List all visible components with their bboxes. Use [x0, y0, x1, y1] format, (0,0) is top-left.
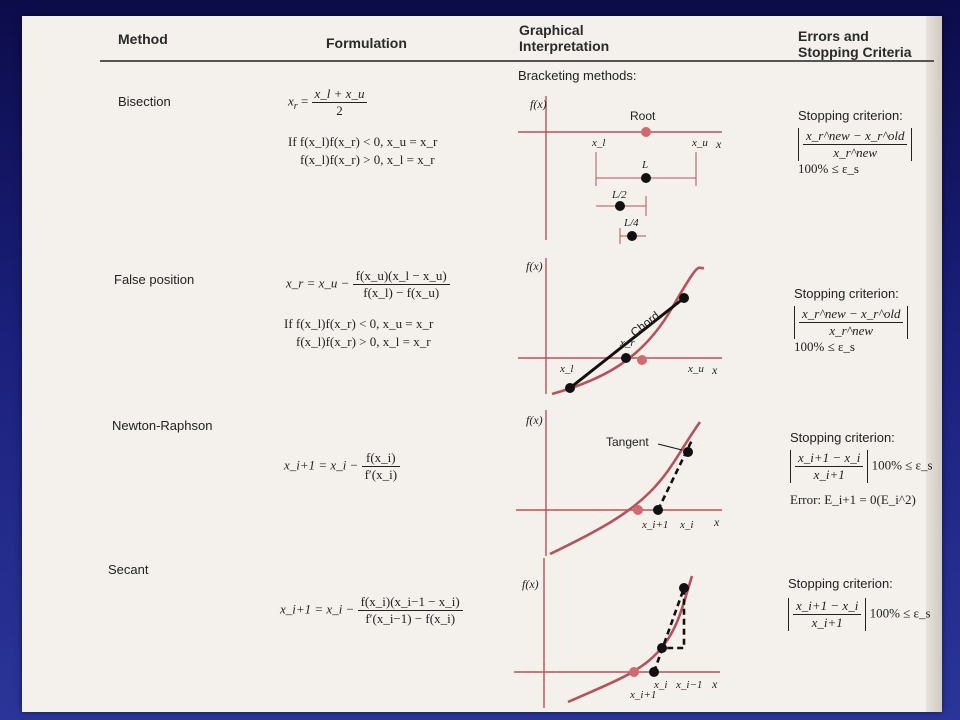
- bisection-ylabel: f(x): [530, 97, 547, 111]
- header-method: Method: [118, 31, 168, 47]
- formula-bisection-den: 2: [336, 103, 343, 118]
- fp-xl: x_l: [560, 363, 574, 375]
- formula-bisection: $x_r$ = $\frac{x\_l + x\_u}{2}$: [288, 86, 367, 119]
- fp-criterion: [794, 306, 942, 355]
- bisection-root-label: Root: [630, 109, 656, 123]
- secant-xi: x_i: [654, 679, 668, 691]
- newton-raphson-graph: [510, 400, 730, 560]
- formula-secant: [280, 594, 463, 627]
- nr-crit-tail: 100% ≤ ε_s: [871, 457, 933, 473]
- secant-xi-dot: [657, 643, 667, 653]
- fp-curve: [552, 268, 704, 394]
- secant-xim1-dot: [679, 583, 689, 593]
- fp-crit-den: x_r^new: [829, 323, 874, 338]
- nr-xi-dot: [683, 447, 693, 457]
- header-errors-line1: Errors and: [798, 28, 869, 44]
- nr-xlabel: x: [714, 515, 720, 529]
- secant-xi1: x_i+1: [630, 689, 657, 701]
- bisection-crit-den: x_r^new: [833, 145, 878, 160]
- nr-xi1-dot: [653, 505, 663, 515]
- header-errors: [798, 28, 912, 60]
- nr-criterion: [790, 450, 933, 483]
- nr-tangent-label: Tangent: [606, 435, 649, 449]
- false-position-graph: [512, 248, 732, 398]
- fp-cond1: If f(x_l)f(x_r) < 0, x_u = x_r: [284, 316, 434, 331]
- header-errors-line2: Stopping Criteria: [798, 44, 912, 60]
- method-newton-raphson: Newton-Raphson: [112, 418, 213, 433]
- bisection-L2: L/2: [612, 189, 627, 201]
- nr-root-dot: [633, 505, 643, 515]
- fp-crit-num: x_r^new − x_r^old: [799, 306, 903, 323]
- fp-xu-dot: [679, 293, 689, 303]
- fp-cond2: f(x_l)f(x_r) > 0, x_l = x_r: [296, 334, 431, 349]
- formula-newton-raphson: [284, 450, 400, 483]
- secant-xlabel: x: [712, 677, 718, 691]
- bisection-cond2: f(x_l)f(x_r) > 0, x_l = x_r: [300, 152, 435, 167]
- nr-criterion-title: Stopping criterion:: [790, 430, 895, 445]
- bisection-crit-tail: 100% ≤ ε_s: [798, 161, 859, 176]
- header-graphical: [519, 22, 609, 54]
- bisection-L4: L/4: [624, 217, 639, 229]
- method-secant: Secant: [108, 562, 149, 577]
- nr-error: Error: E_i+1 = 0(E_i^2): [790, 492, 916, 507]
- fp-xu: x_u: [688, 363, 704, 375]
- nr-ylabel: f(x): [526, 413, 543, 427]
- header-formulation: Formulation: [326, 35, 407, 51]
- nr-xi: x_i: [680, 519, 694, 531]
- secant-root-dot: [629, 667, 639, 677]
- fp-den: f(x_l) − f(x_u): [363, 285, 440, 300]
- fp-ylabel: f(x): [526, 259, 543, 273]
- bisection-L2-dot: [615, 201, 625, 211]
- textbook-page: [22, 16, 942, 712]
- bisection-graph: [512, 88, 732, 248]
- fp-criterion-title: Stopping criterion:: [794, 286, 899, 301]
- nr-xi1: x_i+1: [642, 519, 669, 531]
- bisection-cond1: If f(x_l)f(x_r) < 0, x_u = x_r: [288, 134, 438, 149]
- formula-bisection-num: x_l + x_u: [312, 86, 368, 103]
- method-false-position: False position: [114, 272, 195, 287]
- nr-num: f(x_i): [362, 450, 400, 467]
- secant-xim1: x_i−1: [676, 679, 703, 691]
- secant-crit-tail: 100% ≤ ε_s: [869, 605, 931, 621]
- bracketing-label: Bracketing methods:: [518, 68, 637, 83]
- header-graphical-line1: Graphical: [519, 22, 584, 38]
- bisection-L: L: [642, 159, 649, 171]
- nr-crit-num: x_i+1 − x_i: [795, 450, 863, 467]
- secant-ylabel: f(x): [522, 577, 539, 591]
- fp-chord-label: Chord: [627, 308, 663, 340]
- secant-curve: [568, 576, 692, 702]
- bisection-xu: x_u: [692, 137, 708, 149]
- nr-den: f′(x_i): [364, 467, 398, 482]
- secant-criterion-title: Stopping criterion:: [788, 576, 893, 591]
- secant-crit-num: x_i+1 − x_i: [793, 598, 861, 615]
- nr-prefix: x_i+1 = x_i −: [284, 457, 359, 473]
- secant-line: [654, 588, 684, 672]
- bisection-root-dot: [641, 127, 651, 137]
- secant-criterion: [788, 598, 931, 631]
- nr-crit-den: x_i+1: [813, 467, 845, 482]
- secant-crit-den: x_i+1: [811, 615, 843, 630]
- bisection-criterion-title: Stopping criterion:: [798, 108, 903, 123]
- header-rule: [100, 60, 934, 62]
- secant-graph: [508, 548, 728, 712]
- secant-prefix: x_i+1 = x_i −: [280, 601, 355, 617]
- secant-num: f(x_i)(x_i−1 − x_i): [358, 594, 463, 611]
- fp-root-dot: [637, 355, 647, 365]
- fp-num: f(x_u)(x_l − x_u): [353, 268, 450, 285]
- bisection-criterion: [798, 128, 942, 177]
- nr-tangent-arrow: [658, 444, 682, 450]
- fp-xr: x_r: [620, 337, 635, 349]
- header-graphical-line2: Interpretation: [519, 38, 610, 54]
- fp-crit-tail: 100% ≤ ε_s: [794, 339, 855, 354]
- bisection-L4-dot: [627, 231, 637, 241]
- fp-xl-dot: [565, 383, 575, 393]
- bisection-L-dot: [641, 173, 651, 183]
- secant-den: f′(x_i−1) − f(x_i): [365, 611, 456, 626]
- fp-xlabel: x: [712, 363, 718, 377]
- formula-false-position: [286, 268, 450, 301]
- bisection-xl: x_l: [592, 137, 606, 149]
- fp-prefix: x_r = x_u −: [286, 275, 350, 291]
- secant-xi1-dot: [649, 667, 659, 677]
- bisection-crit-num: x_r^new − x_r^old: [803, 128, 907, 145]
- bisection-xlabel: x: [716, 137, 722, 151]
- method-bisection: Bisection: [118, 94, 171, 109]
- fp-xr-dot: [621, 353, 631, 363]
